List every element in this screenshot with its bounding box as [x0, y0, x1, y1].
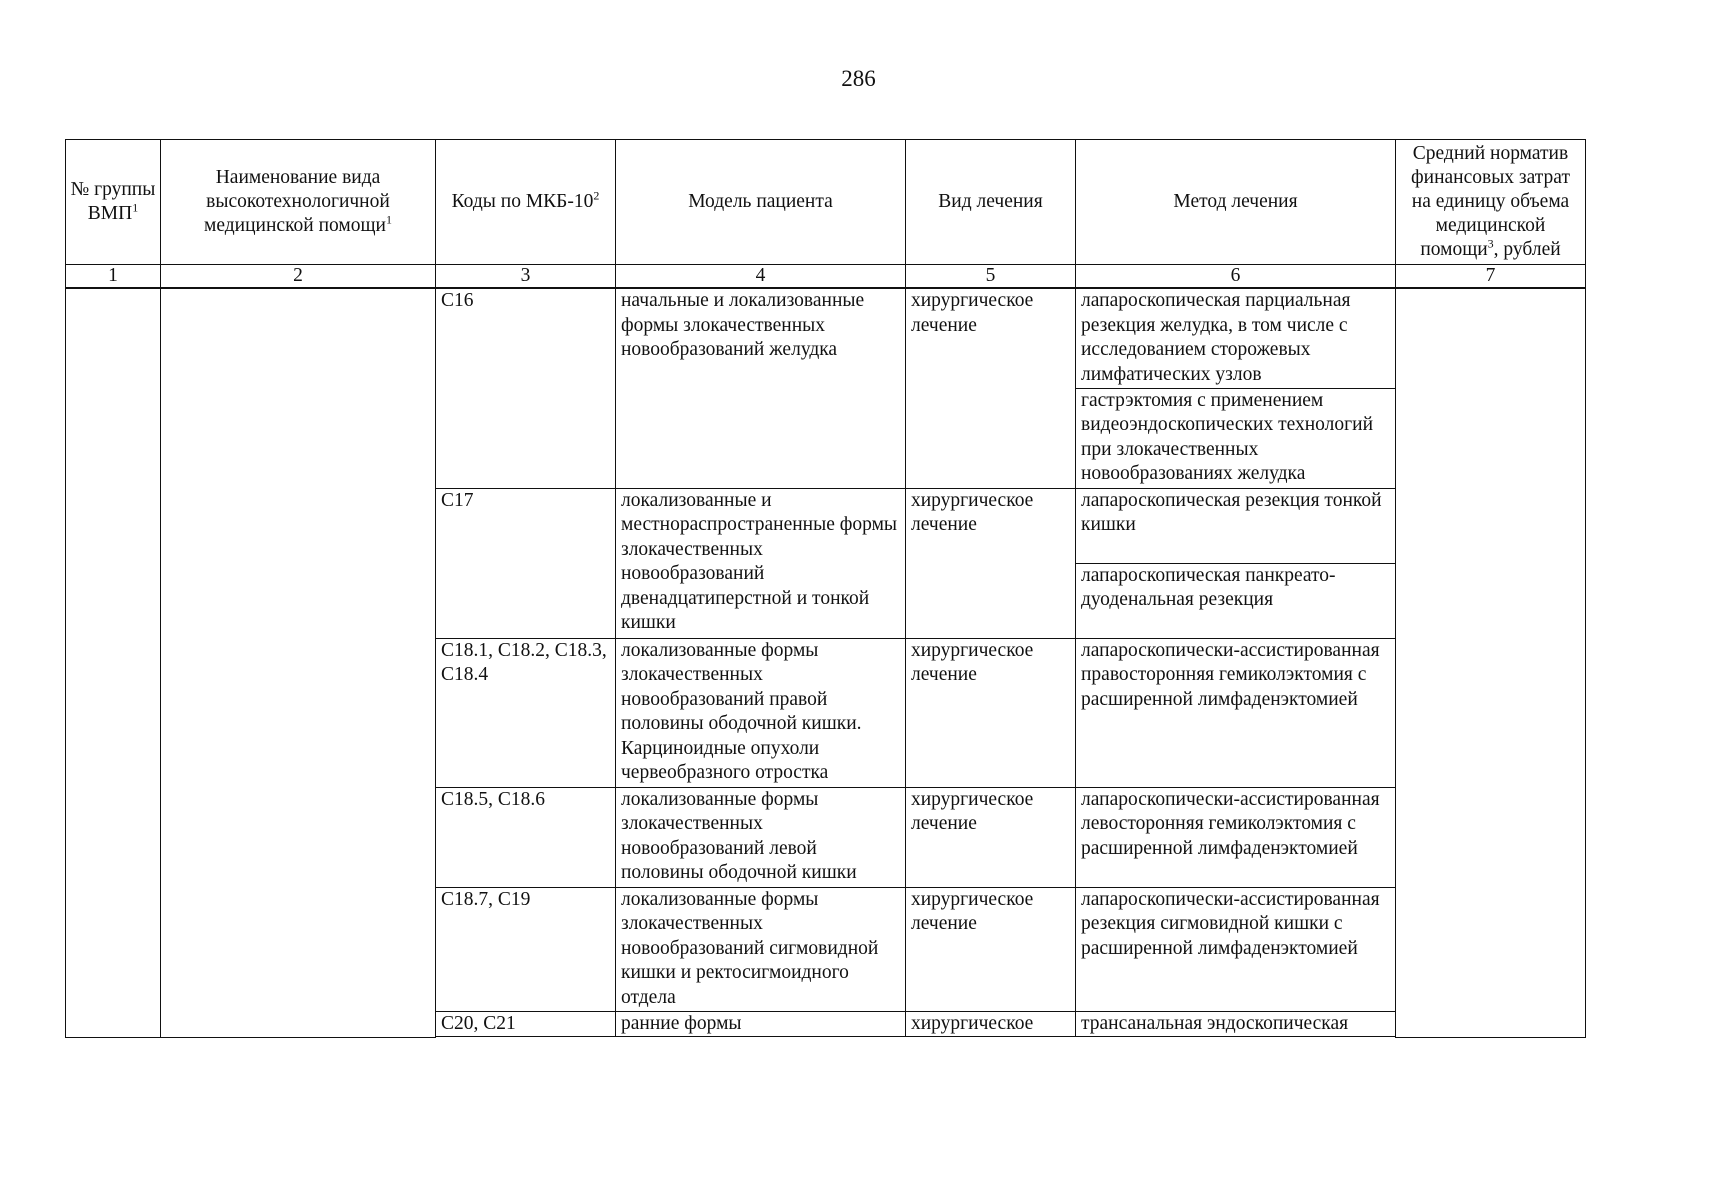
icd-code-cell: C16: [436, 288, 616, 488]
icd-code-cell: C18.1, C18.2, C18.3, C18.4: [436, 638, 616, 787]
patient-model-cell: локализованные и местнораспространенные формы злокачественных новообразований двенадцатиперстной и тонкой кишки: [616, 488, 906, 638]
treatment-method-cell: трансанальная эндоскопическая: [1076, 1011, 1396, 1037]
patient-model-cell: начальные и локализованные формы злокачественных новообразований желудка: [616, 288, 906, 488]
column-number: 5: [906, 265, 1076, 289]
treatment-type-cell: хирургическое лечение: [906, 887, 1076, 1011]
column-number-row: [66, 265, 1586, 289]
treatment-method-cell: лапароскопически-ассистированная левосторонняя гемиколэктомия с расширенной лимфаденэктомией: [1076, 787, 1396, 887]
treatment-type-cell: хирургическое лечение: [906, 288, 1076, 488]
header-row: [66, 140, 1586, 265]
treatment-method-cell: лапароскопически-ассистированная резекция сигмовидной кишки с расширенной лимфаденэктомией: [1076, 887, 1396, 1011]
treatment-type-cell: хирургическое лечение: [906, 638, 1076, 787]
patient-model-cell: локализованные формы злокачественных новообразований сигмовидной кишки и ректосигмоидного отдела: [616, 887, 906, 1011]
patient-model-cell: ранние формы: [616, 1011, 906, 1037]
treatment-method-cell: гастрэктомия с применением видеоэндоскопических технологий при злокачественных новообразованиях желудка: [1076, 388, 1396, 488]
header-patient-model: Модель пациента: [616, 140, 906, 265]
header-cost-standard: Средний норматив финансовых затрат на единицу объема медицинской помощи$^3$, рублей: [1396, 140, 1586, 265]
icd-code-cell: C18.7, C19: [436, 887, 616, 1011]
column-number: 4: [616, 265, 906, 289]
page-number: 286: [841, 66, 876, 91]
patient-model-cell: локализованные формы злокачественных новообразований правой половины ободочной кишки. Карциноидные опухоли червеобразного отростка: [616, 638, 906, 787]
cost-cell: [1396, 288, 1586, 1037]
column-number: 2: [161, 265, 436, 289]
column-number: 7: [1396, 265, 1586, 289]
group-number-cell: [66, 288, 161, 1037]
treatment-method-cell: лапароскопически-ассистированная правосторонняя гемиколэктомия с расширенной лимфаденэктомией: [1076, 638, 1396, 787]
header-treatment-type: Вид лечения: [906, 140, 1076, 265]
table-row: [66, 288, 1586, 388]
patient-model-cell: локализованные формы злокачественных новообразований левой половины ободочной кишки: [616, 787, 906, 887]
header-group-number: № группы ВМП$^1$: [66, 140, 161, 265]
column-number: 1: [66, 265, 161, 289]
column-number: 3: [436, 265, 616, 289]
vmp-table: [65, 139, 1586, 1038]
treatment-type-cell: хирургическое лечение: [906, 488, 1076, 638]
column-number: 6: [1076, 265, 1396, 289]
treatment-method-cell: лапароскопическая резекция тонкой кишки: [1076, 488, 1396, 563]
header-care-type: Наименование вида высокотехнологичной медицинской помощи$^1$: [161, 140, 436, 265]
icd-code-cell: C18.5, C18.6: [436, 787, 616, 887]
header-treatment-method: Метод лечения: [1076, 140, 1396, 265]
header-icd-codes: Коды по МКБ-$10^2$: [436, 140, 616, 265]
icd-code-cell: C20, C21: [436, 1011, 616, 1037]
treatment-type-cell: хирургическое: [906, 1011, 1076, 1037]
treatment-method-cell: лапароскопическая панкреато-дуоденальная резекция: [1076, 563, 1396, 638]
treatment-type-cell: хирургическое лечение: [906, 787, 1076, 887]
treatment-method-cell: лапароскопическая парциальная резекция желудка, в том числе с исследованием сторожевых лимфатических узлов: [1076, 288, 1396, 388]
icd-code-cell: C17: [436, 488, 616, 638]
care-type-cell: [161, 288, 436, 1037]
